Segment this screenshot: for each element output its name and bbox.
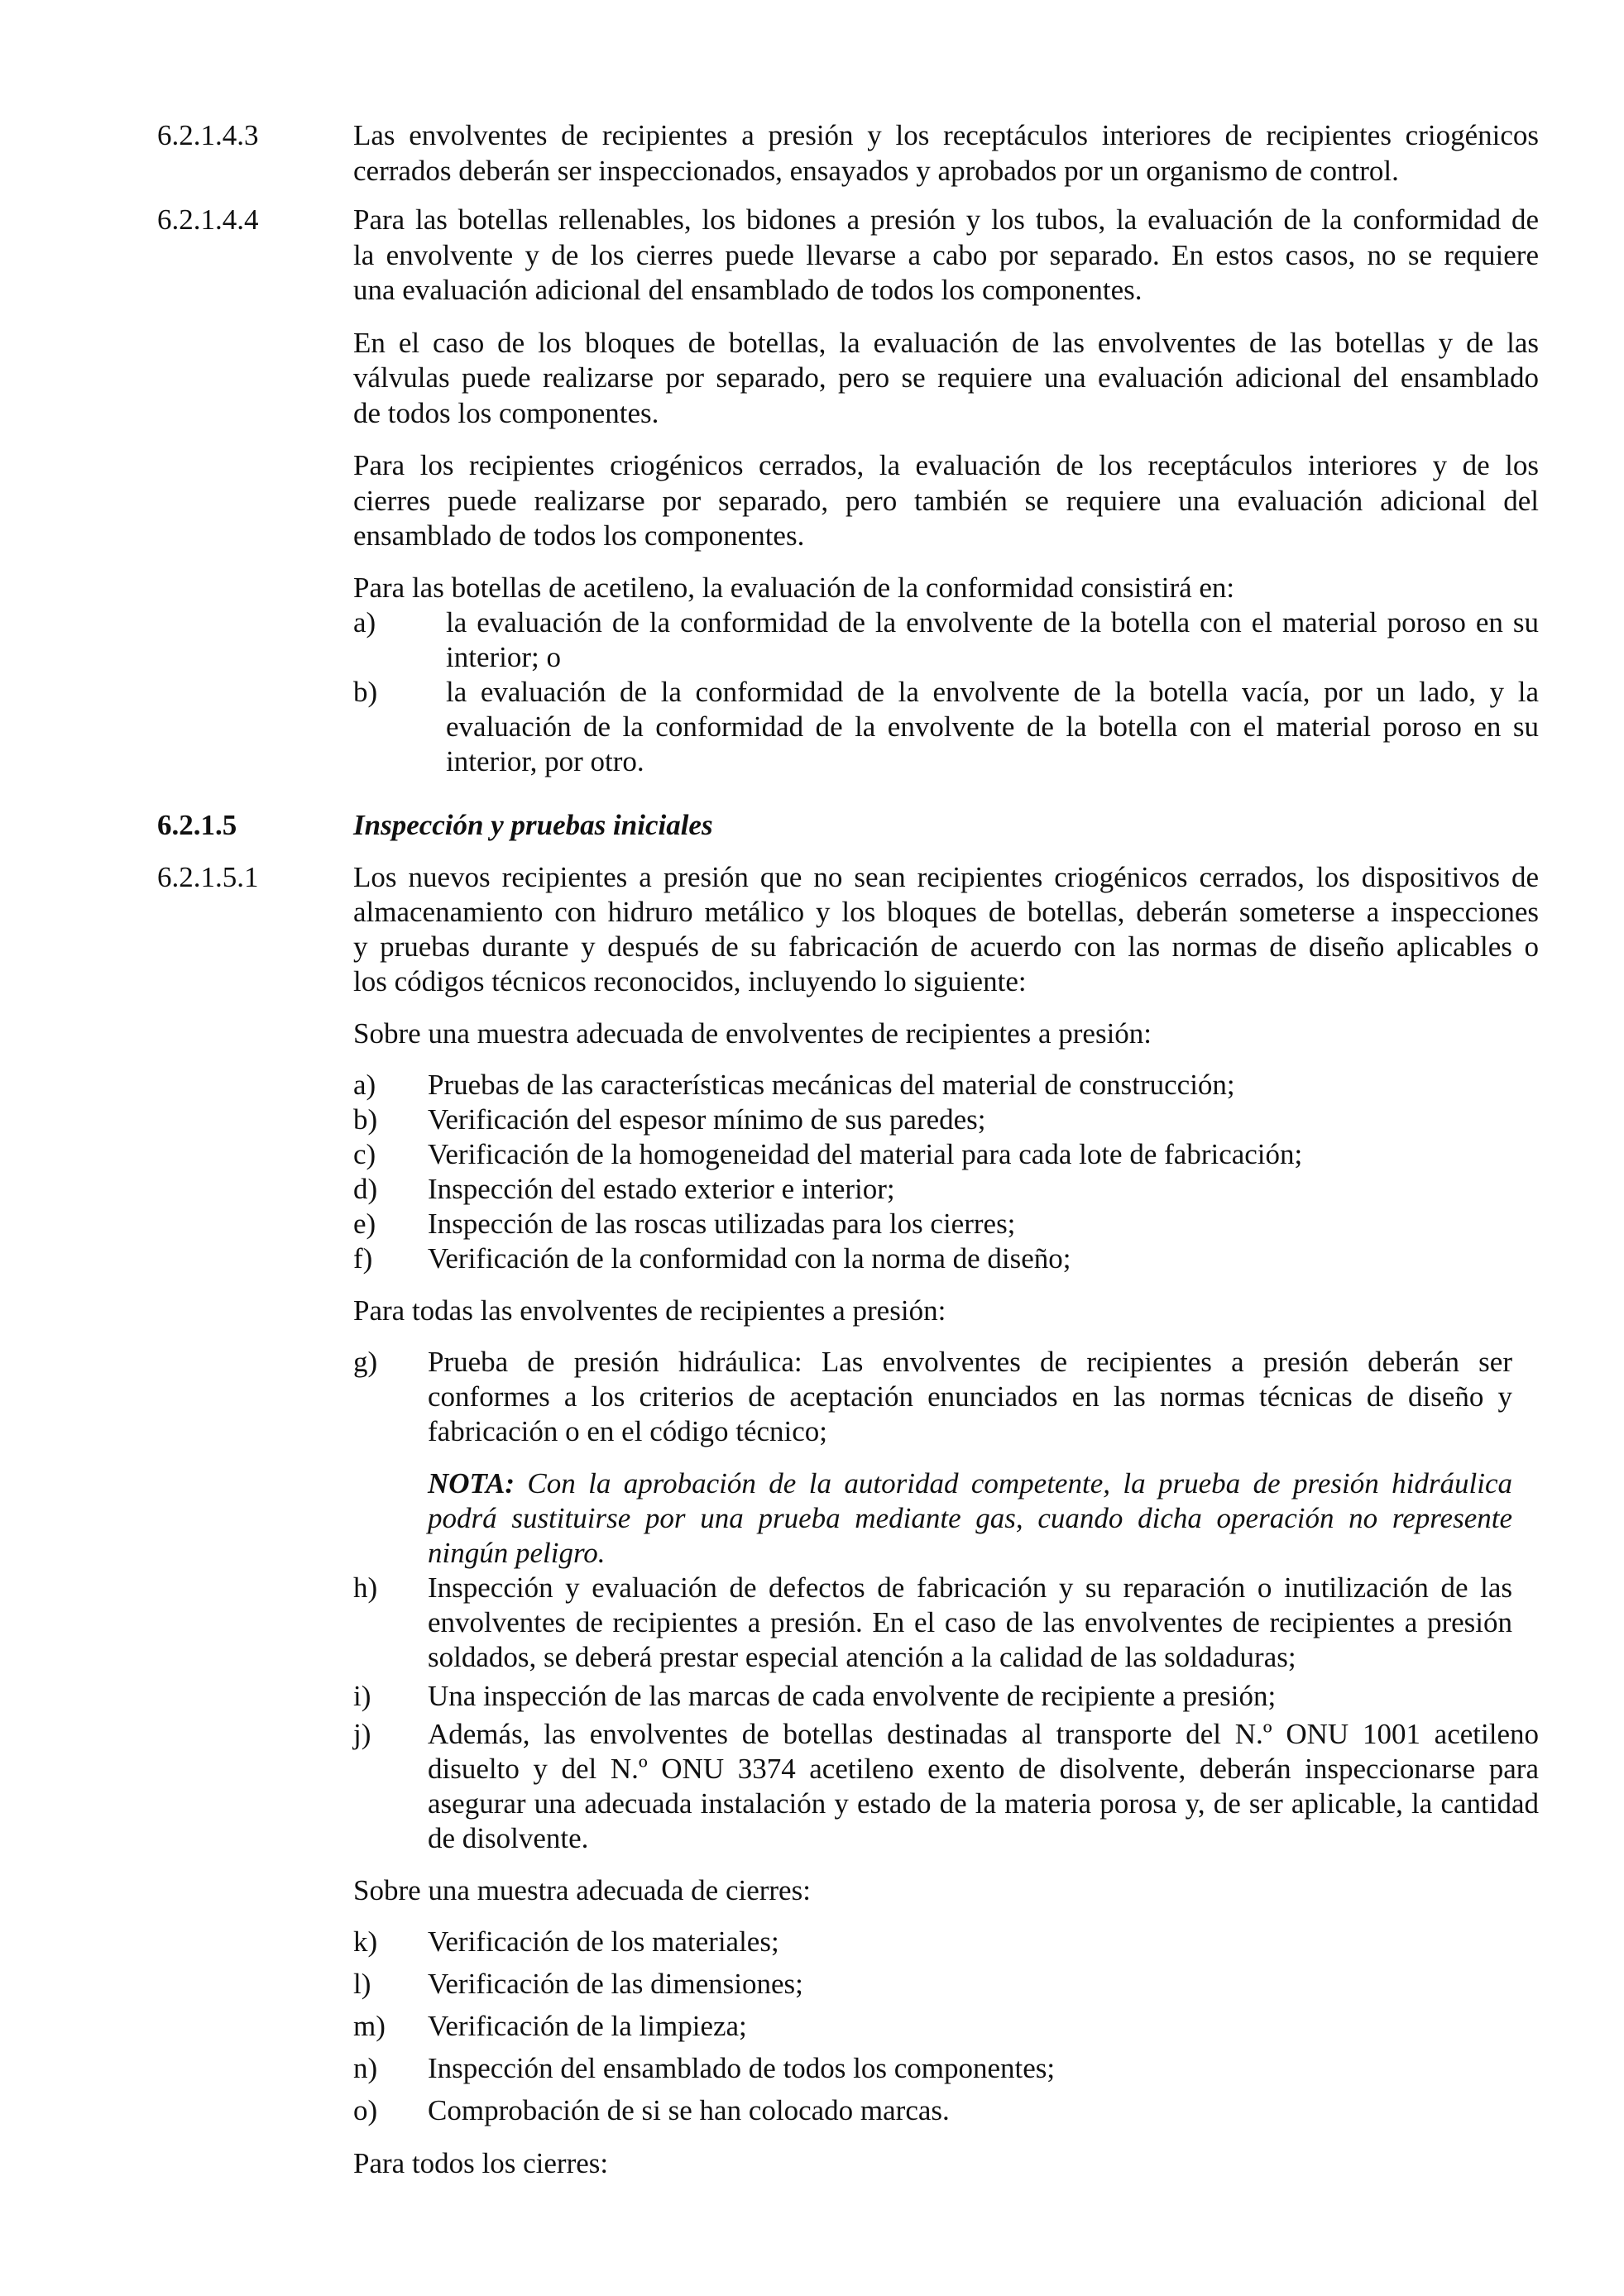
list-item-text: Verificación de los materiales; [428, 1925, 779, 1958]
paragraph-line: cerrados deberán ser inspeccionados, ensayados y aprobados por un organismo de control. [353, 155, 1399, 187]
list-item-letter: k) [353, 1925, 378, 1958]
list-heading: Para todos los cierres: [353, 2147, 609, 2179]
list-item-letter: l) [353, 1968, 371, 2000]
section-number-6-2-1-4-3: 6.2.1.4.3 [157, 119, 259, 151]
note-line: ningún peligro. [428, 1537, 606, 1569]
list-item-letter: c) [353, 1138, 376, 1170]
list-item-letter: b) [353, 1103, 378, 1136]
list-item-letter: a) [353, 1069, 376, 1101]
paragraph-line: la envolvente y de los cierres puede llevarse a cabo por separado. En estos casos, no se requiere [353, 239, 1539, 271]
note-line: podrá sustituirse por una prueba mediante gas, cuando dicha operación no represente [428, 1502, 1512, 1534]
paragraph-line: y pruebas durante y después de su fabricación de acuerdo con las normas de diseño aplicables o [353, 930, 1539, 963]
list-item-line: evaluación de la conformidad de la envolvente de la botella con el material poroso en su [446, 710, 1539, 743]
list-item-letter: n) [353, 2052, 378, 2084]
paragraph-line: almacenamiento con hidruro metálico y los bloques de botellas, deberán someterse a inspecciones [353, 896, 1539, 928]
list-item-text: Inspección del ensamblado de todos los componentes; [428, 2052, 1056, 2084]
list-item-letter: h) [353, 1571, 378, 1604]
list-item-letter: m) [353, 2010, 386, 2042]
list-item-letter: b) [353, 676, 378, 708]
list-item-line: Además, las envolventes de botellas destinadas al transporte del N.º ONU 1001 acetileno [428, 1718, 1539, 1750]
list-item-line: conformes a los criterios de aceptación enunciados en las normas técnicas de diseño y [428, 1380, 1512, 1413]
list-heading: Sobre una muestra adecuada de cierres: [353, 1874, 811, 1906]
list-item-letter: o) [353, 2094, 378, 2126]
paragraph-line: Los nuevos recipientes a presión que no sean recipientes criogénicos cerrados, los dispositivos de [353, 861, 1539, 893]
paragraph-line: Las envolventes de recipientes a presión y los receptáculos interiores de recipientes criogénicos [353, 119, 1539, 151]
list-item-line: la evaluación de la conformidad de la envolvente de la botella con el material poroso en su [446, 606, 1539, 639]
section-number-6-2-1-5: 6.2.1.5 [157, 809, 237, 841]
list-item-text: Pruebas de las características mecánicas del material de construcción; [428, 1069, 1235, 1101]
paragraph-line: los códigos técnicos reconocidos, incluyendo lo siguiente: [353, 965, 1027, 997]
list-item-text: Verificación de la conformidad con la norma de diseño; [428, 1242, 1071, 1275]
list-item-line: Prueba de presión hidráulica: Las envolventes de recipientes a presión deberán ser [428, 1346, 1512, 1378]
list-item-letter: j) [353, 1718, 371, 1750]
paragraph-line: En el caso de los bloques de botellas, la evaluación de las envolventes de las botellas y de las [353, 327, 1539, 359]
note-label: NOTA: [428, 1467, 515, 1500]
list-item-text: Una inspección de las marcas de cada envolvente de recipiente a presión; [428, 1680, 1277, 1712]
paragraph-line: ensamblado de todos los componentes. [353, 519, 805, 552]
list-heading: Para todas las envolventes de recipientes a presión: [353, 1294, 946, 1327]
list-item-letter: a) [353, 606, 376, 639]
paragraph-line: válvulas puede realizarse por separado, pero se requiere una evaluación adicional del ensamblado [353, 361, 1539, 394]
list-item-line: Inspección y evaluación de defectos de fabricación y su reparación o inutilización de las [428, 1571, 1512, 1604]
paragraph-line: de todos los componentes. [353, 397, 659, 429]
list-item-text: Inspección de las roscas utilizadas para los cierres; [428, 1208, 1016, 1240]
note-text: Con la aprobación de la autoridad competente, la prueba de presión hidráulica [515, 1467, 1512, 1500]
paragraph-line: Para las botellas de acetileno, la evaluación de la conformidad consistirá en: [353, 572, 1235, 604]
list-item-line: soldados, se deberá prestar especial atención a la calidad de las soldaduras; [428, 1641, 1296, 1673]
list-item-text: Verificación de la limpieza; [428, 2010, 747, 2042]
list-item-line: interior; o [446, 641, 561, 673]
section-number-6-2-1-4-4: 6.2.1.4.4 [157, 203, 259, 236]
list-item-line: la evaluación de la conformidad de la envolvente de la botella vacía, por un lado, y la [446, 676, 1539, 708]
section-number-6-2-1-5-1: 6.2.1.5.1 [157, 861, 259, 893]
list-heading: Sobre una muestra adecuada de envolventes de recipientes a presión: [353, 1017, 1152, 1050]
list-item-line: fabricación o en el código técnico; [428, 1415, 827, 1447]
list-item-text: Verificación de las dimensiones; [428, 1968, 803, 2000]
list-item-line: disuelto y del N.º ONU 3374 acetileno exento de disolvente, deberán inspeccionarse para [428, 1753, 1539, 1785]
list-item-line: interior, por otro. [446, 745, 644, 777]
section-heading: Inspección y pruebas iniciales [353, 809, 713, 841]
list-item-text: Inspección del estado exterior e interior; [428, 1173, 895, 1205]
list-item-letter: f) [353, 1242, 373, 1275]
note-line [428, 1466, 1512, 1501]
paragraph-line: Para los recipientes criogénicos cerrados, la evaluación de los receptáculos interiores y de los [353, 449, 1539, 481]
list-item-line: de disolvente. [428, 1822, 589, 1854]
list-item-letter: i) [353, 1680, 371, 1712]
paragraph-line: cierres puede realizarse por separado, pero también se requiere una evaluación adicional del [353, 485, 1539, 517]
list-item-text: Verificación de la homogeneidad del material para cada lote de fabricación; [428, 1138, 1303, 1170]
list-item-line: asegurar una adecuada instalación y estado de la materia porosa y, de ser aplicable, la cantidad [428, 1787, 1539, 1820]
paragraph-line: Para las botellas rellenables, los bidones a presión y los tubos, la evaluación de la conformidad de [353, 203, 1539, 236]
list-item-letter: e) [353, 1208, 376, 1240]
list-item-text: Comprobación de si se han colocado marcas. [428, 2094, 950, 2126]
list-item-letter: g) [353, 1346, 378, 1378]
list-item-line: envolventes de recipientes a presión. En el caso de las envolventes de recipientes a presión [428, 1606, 1512, 1638]
list-item-text: Verificación del espesor mínimo de sus paredes; [428, 1103, 986, 1136]
paragraph-line: una evaluación adicional del ensamblado de todos los componentes. [353, 274, 1143, 306]
list-item-letter: d) [353, 1173, 378, 1205]
